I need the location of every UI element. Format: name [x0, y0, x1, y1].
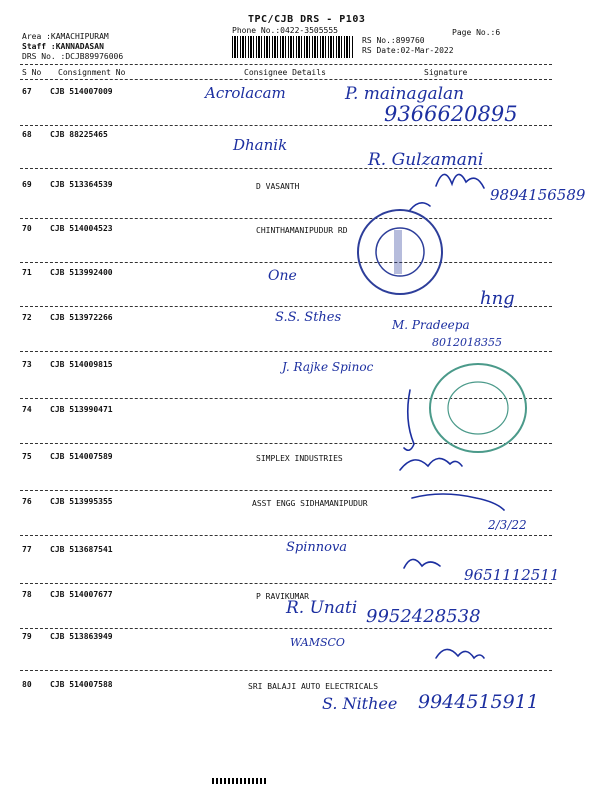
rs-number: RS No.:899760: [362, 36, 425, 45]
handwritten-name: S. Nithee: [322, 694, 398, 713]
handwritten-phone: 9894156589: [490, 186, 586, 204]
signature-scribble: [404, 559, 440, 568]
company-stamp: [354, 206, 446, 298]
col-consignment: Consignment No: [58, 68, 126, 77]
handwritten-phone: 8012018355: [432, 336, 502, 349]
handwritten-name: P. mainagalan: [345, 84, 465, 104]
handwritten-name: M. Pradeepa: [392, 318, 470, 332]
consignment-number: CJB 513364539: [50, 180, 113, 189]
consignment-number: CJB 514007677: [50, 590, 113, 599]
phone-number: Phone No.:0422-3505555: [232, 26, 338, 35]
row-number: 77: [22, 545, 32, 554]
row-number: 74: [22, 405, 32, 414]
row-number: 69: [22, 180, 32, 189]
handwritten-name: S.S. Sthes: [275, 310, 342, 325]
sheet-title: TPC/CJB DRS - P103: [248, 14, 366, 25]
handwritten-phone: 9944515911: [418, 691, 539, 713]
consignment-number: CJB 88225465: [50, 130, 108, 139]
consignee-name: SRI BALAJI AUTO ELECTRICALS: [248, 682, 379, 691]
signature-scribble: [404, 390, 414, 450]
handwritten-name: J. Rajke Spinoc: [282, 360, 374, 374]
row-number: 80: [22, 680, 32, 689]
consignment-number: CJB 514004523: [50, 224, 113, 233]
handwritten-signature: hng: [480, 288, 515, 309]
row-number: 79: [22, 632, 32, 641]
handwritten-phone: 9651112511: [464, 566, 560, 584]
staff-label: Staff :KANNADASAN: [22, 42, 104, 51]
consignee-name: CHINTHAMANIPUDUR RD: [256, 226, 348, 235]
handwritten-name: One: [268, 268, 297, 284]
signature-scribble: [436, 649, 484, 658]
consignment-number: CJB 514007588: [50, 680, 113, 689]
row-number: 78: [22, 590, 32, 599]
row-number: 76: [22, 497, 32, 506]
consignment-number: CJB 513995355: [50, 497, 113, 506]
col-signature: Signature: [424, 68, 468, 77]
handwritten-name: R. Unati: [286, 598, 358, 618]
row-number: 71: [22, 268, 32, 277]
handwritten-phone: 9952428538: [366, 606, 481, 627]
row-number: 72: [22, 313, 32, 322]
handwritten-name: WAMSCO: [290, 636, 345, 649]
signature-scribble: [412, 494, 504, 510]
signature-scribble: [400, 458, 462, 470]
consignee-name: SIMPLEX INDUSTRIES: [256, 454, 343, 463]
footer-barcode: [212, 778, 268, 784]
consignment-number: CJB 514007589: [50, 452, 113, 461]
consignment-number: CJB 513687541: [50, 545, 113, 554]
drs-number: DRS No. :DCJB89976006: [22, 52, 124, 61]
row-number: 73: [22, 360, 32, 369]
row-number: 68: [22, 130, 32, 139]
consignment-number: CJB 513992400: [50, 268, 113, 277]
signature-scribble: [436, 174, 484, 188]
handwritten-name: Acrolacam: [205, 84, 286, 102]
consignment-number: CJB 513972266: [50, 313, 113, 322]
rs-date: RS Date:02-Mar-2022: [362, 46, 454, 55]
col-sno: S No: [22, 68, 42, 77]
consignment-number: CJB 514009815: [50, 360, 113, 369]
consignee-name: P RAVIKUMAR: [256, 592, 309, 601]
consignment-number: CJB 513863949: [50, 632, 113, 641]
handwritten-name: Spinnova: [286, 540, 348, 555]
consignment-number: CJB 514007009: [50, 87, 113, 96]
col-consignee: Consignee Details: [244, 68, 326, 77]
handwritten-phone: 9366620895: [384, 102, 518, 126]
handwritten-date: 2/3/22: [488, 518, 527, 532]
handwritten-signature: R. Gulzamani: [368, 150, 484, 170]
row-number: 75: [22, 452, 32, 461]
area-label: Area :KAMACHIPURAM: [22, 32, 109, 41]
handwritten-name: Dhanik: [233, 136, 288, 154]
consignment-number: CJB 513990471: [50, 405, 113, 414]
row-number: 70: [22, 224, 32, 233]
consignee-name: D VASANTH: [256, 182, 300, 191]
page-number: Page No.:6: [452, 28, 501, 37]
row-number: 67: [22, 87, 32, 96]
services-stamp: [426, 360, 530, 456]
consignee-name: ASST ENGG SIDHAMANIPUDUR: [252, 499, 368, 508]
